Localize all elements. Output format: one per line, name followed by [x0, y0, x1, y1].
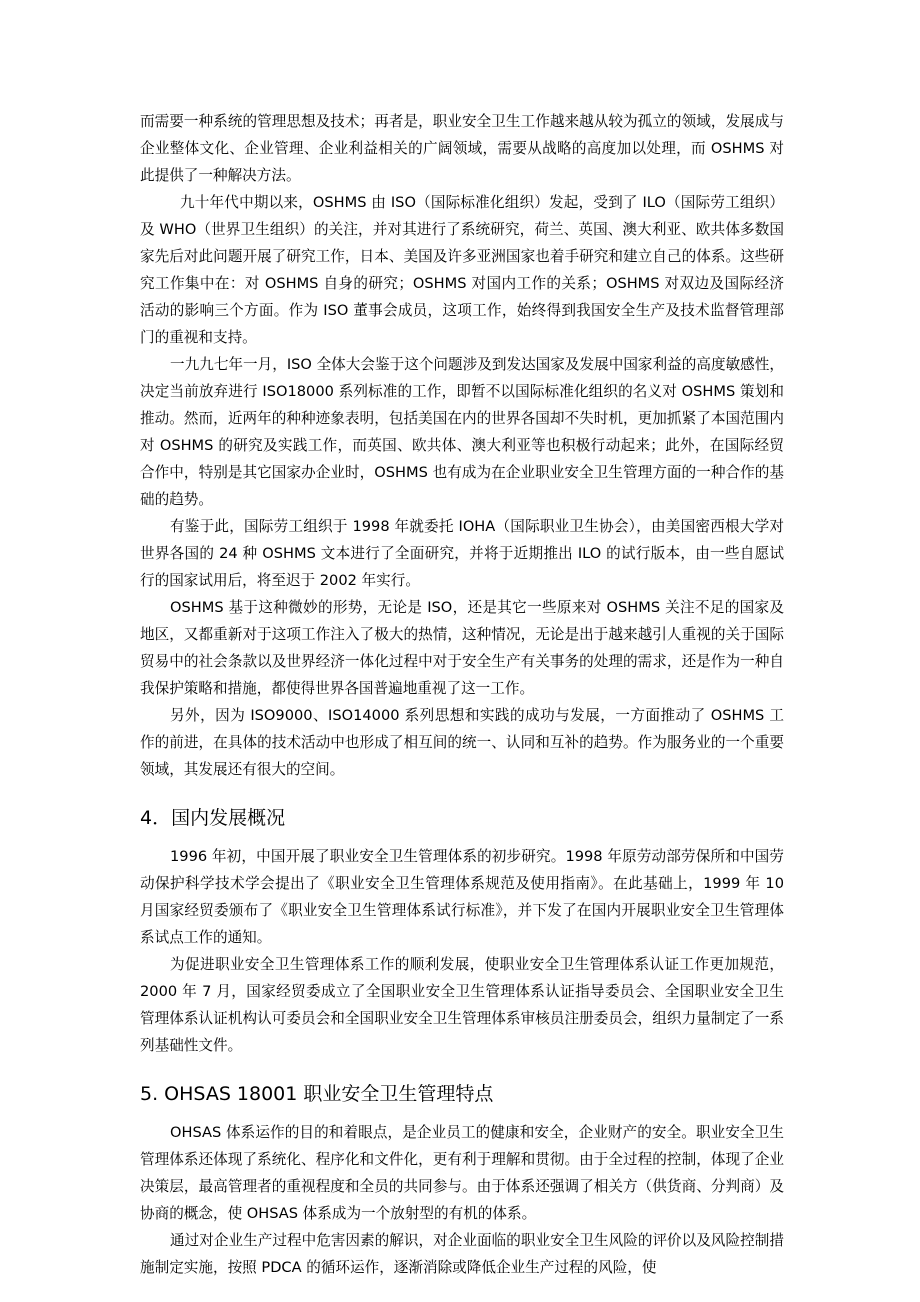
document-page: [140, 108, 784, 1281]
paragraph: 1996 年初，中国开展了职业安全卫生管理体系的初步研究。1998 年原劳动部劳保所和中国劳动保护科学技术学会提出了《职业安全卫生管理体系规范及使用指南》。在此基础上，1999 年 10 月国家经贸委颁布了《职业安全卫生管理体系试行标准》，并下发了在国内开展职业安全卫生管理体系试点工作的通知。: [140, 848, 784, 946]
paragraph: 通过对企业生产过程中危害因素的解识，对企业面临的职业安全卫生风险的评价以及风险控制措施制定实施，按照 PDCA 的循环运作，逐渐消除或降低企业生产过程的风险，使: [140, 1232, 784, 1276]
paragraph: 而需要一种系统的管理思想及技术；再者是，职业安全卫生工作越来越从较为孤立的领域，发展成与企业整体文化、企业管理、企业利益相关的广阔领域，需要从战略的高度加以处理，而 OSHMS 对此提供了一种解决方法。: [140, 113, 784, 184]
paragraph: 有鉴于此，国际劳工组织于 1998 年就委托 IOHA（国际职业卫生协会），由美国密西根大学对世界各国的 24 种 OSHMS 文本进行了全面研究，并将于近期推出 ILO 的试行版本，由一些自愿试行的国家试用后，将至迟于 2002 年实行。: [140, 518, 784, 589]
paragraph: 为促进职业安全卫生管理体系工作的顺利发展，使职业安全卫生管理体系认证工作更加规范，2000 年 7 月，国家经贸委成立了全国职业安全卫生管理体系认证指导委员会、全国职业安全卫生管理体系认证机构认可委员会和全国职业安全卫生管理体系审核员注册委员会，组织力量制定了一系列基础性文件。: [140, 956, 784, 1054]
paragraph: OSHMS 基于这种微妙的形势，无论是 ISO，还是其它一些原来对 OSHMS 关注不足的国家及地区，又都重新对于这项工作注入了极大的热情，这种情况，无论是出于越来越引人重视的关于国际贸易中的社会条款以及世界经济一体化过程中对于安全生产有关事务的处理的需求，还是作为一种自我保护策略和措施，都使得世界各国普遍地重视了这一工作。: [140, 599, 784, 697]
paragraph: 九十年代中期以来，OSHMS 由 ISO（国际标准化组织）发起，受到了 ILO（国际劳工组织）及 WHO（世界卫生组织）的关注，并对其进行了系统研究，荷兰、英国、澳大利亚、欧共体多数国家先后对此问题开展了研究工作，日本、美国及许多亚洲国家也着手研究和建立自己的体系。这些研究工作集中在：对 OSHMS 自身的研究；OSHMS 对国内工作的关系；OSHMS 对双边及国际经济活动的影响三个方面。作为 ISO 董事会成员，这项工作，始终得到我国安全生产及技术监督管理部门的重视和支持。: [140, 194, 784, 346]
section-heading: 5. OHSAS 18001 职业安全卫生管理特点: [140, 1083, 494, 1105]
paragraph: OHSAS 体系运作的目的和着眼点，是企业员工的健康和安全，企业财产的安全。职业安全卫生管理体系还体现了系统化、程序化和文件化，更有利于理解和贯彻。由于全过程的控制，体现了企业决策层，最高管理者的重视程度和全员的共同参与。由于体系还强调了相关方（供货商、分判商）及协商的概念，使 OHSAS 体系成为一个放射型的有机的体系。: [140, 1124, 784, 1222]
paragraph: 另外，因为 ISO9000、ISO14000 系列思想和实践的成功与发展，一方面推动了 OSHMS 工作的前进，在具体的技术活动中也形成了相互间的统一、认同和互补的趋势。作为服务业的一个重要领域，其发展还有很大的空间。: [140, 707, 784, 778]
section-heading: 4．国内发展概况: [140, 807, 286, 829]
paragraph: 一九九七年一月，ISO 全体大会鉴于这个问题涉及到发达国家及发展中国家利益的高度敏感性，决定当前放弃进行 ISO18000 系列标准的工作，即暂不以国际标准化组织的名义对 OSHMS 策划和推动。然而，近两年的种种迹象表明，包括美国在内的世界各国却不失时机，更加抓紧了本国范围内对 OSHMS 的研究及实践工作，而英国、欧共体、澳大利亚等也积极行动起来；此外，在国际经贸合作中，特别是其它国家办企业时，OSHMS 也有成为在企业职业安全卫生管理方面的一种合作的基础的趋势。: [140, 356, 784, 508]
